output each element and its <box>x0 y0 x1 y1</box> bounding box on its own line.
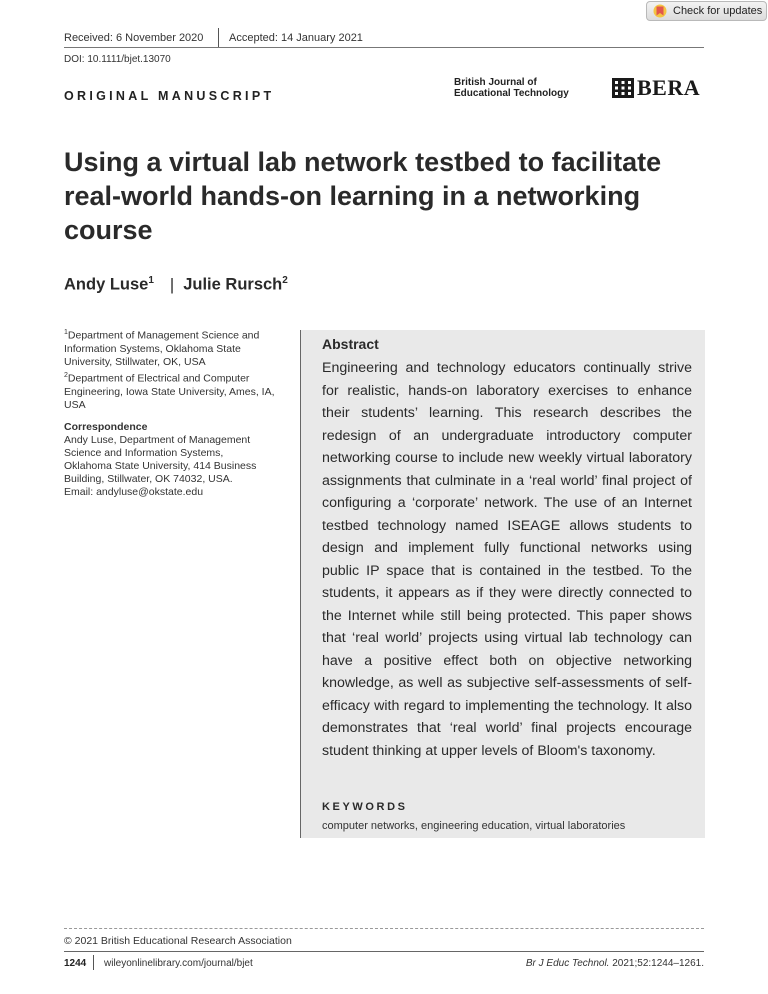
check-for-updates-button[interactable] <box>646 1 767 21</box>
check-for-updates-label: Check for updates <box>673 5 763 17</box>
author-name[interactable]: Julie Rursch <box>183 275 283 294</box>
footer-rule <box>64 951 704 952</box>
bookmark-check-icon <box>652 4 668 18</box>
abstract-heading: Abstract <box>322 336 379 352</box>
date-divider <box>218 28 219 47</box>
author-list <box>64 275 288 295</box>
citation-info <box>526 958 704 969</box>
correspondence-heading: Correspondence <box>64 421 148 433</box>
author-affiliation-ref: 2 <box>282 275 288 286</box>
bera-logo-text: BERA <box>637 75 701 100</box>
affiliation-number: 1 <box>64 329 68 336</box>
author-separator: | <box>169 275 175 294</box>
journal-name-line2: Educational Technology <box>454 88 569 99</box>
footer-dashed-rule <box>64 928 704 929</box>
author-affiliation-ref: 1 <box>148 275 154 286</box>
page-number: 1244 <box>64 958 87 969</box>
correspondence-line: Andy Luse, Department of Management <box>64 434 251 446</box>
header-rule <box>64 47 704 48</box>
citation-volume-pages: 2021;52:1244–1261. <box>612 958 704 969</box>
author-name[interactable]: Andy Luse <box>64 275 149 294</box>
footer-divider <box>93 955 94 970</box>
journal-name-line1: British Journal of <box>454 77 537 88</box>
affiliation-text: Department of Management Science and Information Systems, Oklahoma State University, Stillwater, OK, USA <box>64 329 260 368</box>
journal-url-link[interactable]: wileyonlinelibrary.com/journal/bjet <box>104 958 253 969</box>
bera-emblem-icon <box>612 78 634 98</box>
correspondence-line: Building, Stillwater, OK 74032, USA. <box>64 473 233 485</box>
correspondence-email[interactable]: Email: andyluse@okstate.edu <box>64 486 204 498</box>
doi-text: DOI: 10.1111/bjet.13070 <box>64 54 171 65</box>
article-type: ORIGINAL MANUSCRIPT <box>64 89 275 103</box>
received-date: Received: 6 November 2020 <box>64 32 204 44</box>
keywords-list: computer networks, engineering education, virtual laboratories <box>322 820 626 832</box>
affiliation-text: Department of Electrical and Computer Engineering, Iowa State University, Ames, IA, USA <box>64 372 275 411</box>
correspondence-line: Oklahoma State University, 414 Business <box>64 460 257 472</box>
affiliation-2 <box>64 369 284 412</box>
abstract-text: Engineering and technology educators continually strive for realistic, hands-on laboratory exercises to enhance their students’ learning. This research describes the redesign of an undergraduate introductory computer networking course to include new weekly virtual laboratory assignments that culminate in a ‘real world’ final project of configuring a ‘corporate’ network. The use of an Internet testbed technology named ISEAGE allows students to design and implement fully functional networks using public IP space that is contained in the testbed. To the students, it appears as if they were directly connected to the Internet while still being protected. This paper shows that ‘real world’ projects using virtual lab technology can have a positive effect both on objective networking knowledge, as well as subjective self-assessments of self-efficacy with regard to implementing the technology. It also demonstrates that ‘real world’ final projects encourage student thinking at upper levels of Bloom's taxonomy. <box>322 360 692 759</box>
affiliation-number: 2 <box>64 372 68 379</box>
correspondence-details <box>64 434 284 499</box>
bera-logo <box>612 75 701 100</box>
journal-name <box>454 77 604 99</box>
copyright-notice: © 2021 British Educational Research Association <box>64 935 292 947</box>
correspondence-line: Science and Information Systems, <box>64 447 224 459</box>
keywords-heading: KEYWORDS <box>322 801 408 813</box>
affiliation-1 <box>64 326 284 369</box>
accepted-date: Accepted: 14 January 2021 <box>229 32 363 44</box>
citation-journal: Br J Educ Technol. <box>525 958 610 969</box>
article-title: Using a virtual lab network testbed to facilitate real-world hands-on learning in a networking course <box>64 147 662 245</box>
